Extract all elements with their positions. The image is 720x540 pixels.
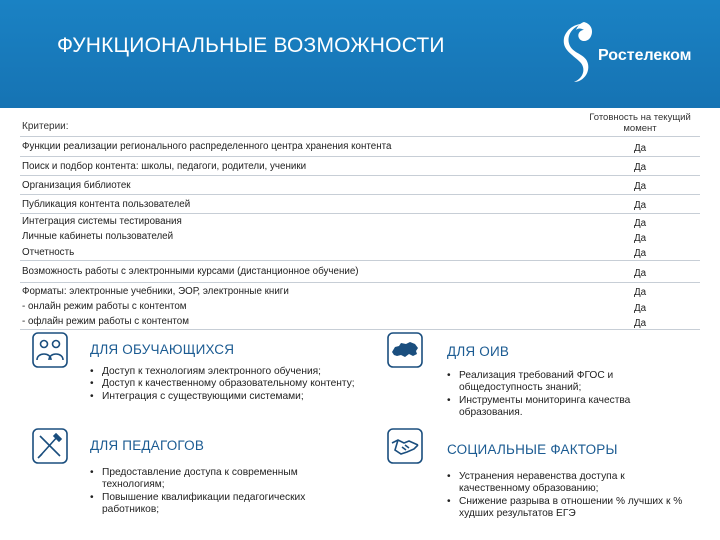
oiv-benefits-list — [447, 370, 687, 420]
list-item: • Интеграция с существующими системами; — [90, 391, 362, 403]
list-item: • Доступ к качественному образовательному контенту; — [90, 378, 362, 390]
social-section-title: СОЦИАЛЬНЫЕ ФАКТОРЫ — [447, 442, 618, 457]
table-row — [20, 137, 700, 157]
criterion-cell: Интеграция системы тестирования — [22, 216, 182, 227]
list-item: • Реализация требований ФГОС и общедоступность знаний; — [447, 370, 687, 395]
table-row — [20, 195, 700, 214]
criterion-cell: - офлайн режим работы с контентом — [22, 316, 189, 327]
status-cell: Да — [633, 162, 647, 173]
table-row — [20, 244, 700, 261]
handshake-icon — [387, 428, 423, 464]
column-header-readiness: Готовность на текущий момент — [589, 112, 691, 134]
criterion-cell: - онлайн режим работы с контентом — [22, 301, 187, 312]
criterion-cell: Поиск и подбор контента: школы, педагоги, родители, ученики — [22, 160, 307, 172]
status-cell: Да — [633, 267, 647, 279]
page-title: ФУНКЦИОНАЛЬНЫЕ ВОЗМОЖНОСТИ — [57, 34, 445, 57]
table-row — [20, 283, 700, 299]
students-benefits-list — [90, 366, 362, 403]
table-row — [20, 229, 700, 244]
list-item: • Инструменты мониторинга качества образования. — [447, 395, 687, 420]
oiv-section-title: ДЛЯ ОИВ — [447, 344, 510, 359]
column-header-criteria: Критерии: — [22, 120, 69, 132]
russia-map-icon — [387, 332, 423, 368]
criterion-cell: Личные кабинеты пользователей — [22, 231, 174, 242]
list-item: • Снижение разрыва в отношении % лучших к % худших результатов ЕГЭ — [447, 496, 687, 521]
teachers-icon — [32, 428, 68, 464]
status-cell: Да — [633, 217, 647, 229]
teachers-benefits-list — [90, 467, 362, 517]
table-row — [20, 261, 700, 283]
list-item: • Повышение квалификации педагогических работников; — [90, 492, 362, 517]
table-header — [20, 108, 700, 137]
status-cell: Да — [633, 302, 647, 314]
rostelecom-logo-text: Ростелеком — [598, 47, 692, 64]
social-benefits-list — [447, 471, 687, 521]
rostelecom-logo-icon — [562, 20, 596, 86]
table-row — [20, 214, 700, 229]
status-cell: Да — [633, 317, 647, 329]
status-cell: Да — [633, 287, 647, 298]
table-row — [20, 157, 700, 176]
status-cell: Да — [633, 142, 647, 154]
features-table — [20, 108, 700, 330]
status-cell: Да — [633, 248, 647, 259]
status-cell: Да — [633, 232, 647, 244]
criterion-cell: Организация библиотек — [22, 179, 131, 191]
table-row — [20, 299, 700, 314]
header-band — [0, 0, 720, 108]
table-row — [20, 176, 700, 195]
criterion-cell: Функции реализации регионального распределенного центра хранения контента — [22, 141, 392, 152]
list-item: • Устранения неравенства доступа к качественному образованию; — [447, 471, 687, 496]
criterion-cell: Возможность работы с электронными курсами (дистанционное обучение) — [22, 266, 359, 277]
criterion-cell: Публикация контента пользователей — [22, 198, 191, 210]
list-item: • Предоставление доступа к современным технологиям; — [90, 467, 362, 492]
status-cell: Да — [633, 181, 647, 192]
list-item: • Доступ к технологиям электронного обучения; — [90, 366, 362, 378]
teachers-section-title: ДЛЯ ПЕДАГОГОВ — [90, 438, 205, 453]
criterion-cell: Форматы: электронные учебники, ЭОР, электронные книги — [22, 285, 289, 297]
rostelecom-logo — [548, 14, 708, 94]
students-icon — [32, 332, 68, 368]
criterion-cell: Отчетность — [22, 246, 75, 258]
table-row — [20, 314, 700, 330]
status-cell: Да — [633, 200, 647, 211]
students-section-title: ДЛЯ ОБУЧАЮЩИХСЯ — [90, 342, 235, 357]
